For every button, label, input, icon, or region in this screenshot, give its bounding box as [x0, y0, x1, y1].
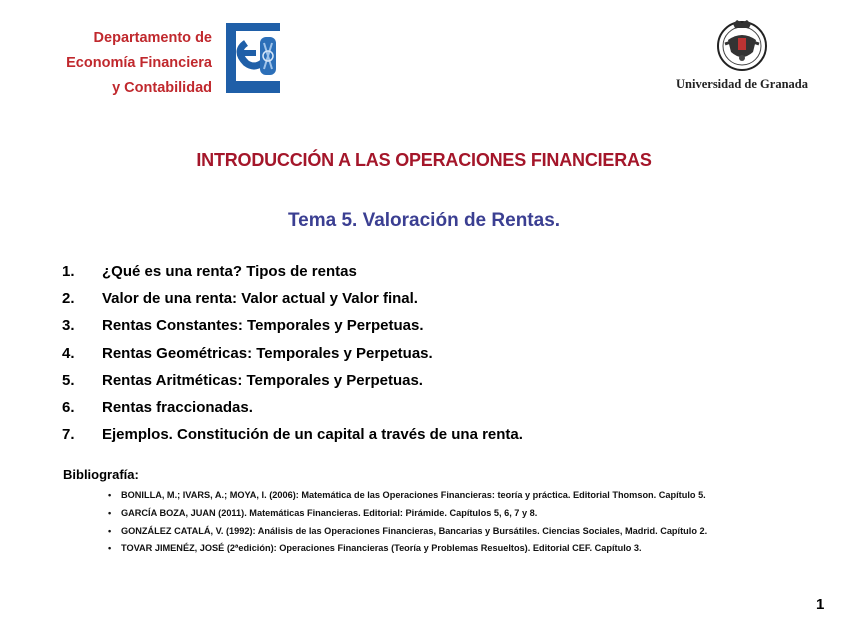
toc-number: 3.	[62, 317, 75, 335]
toc-item	[62, 370, 523, 397]
toc-text: Valor de una renta: Valor actual y Valor final.	[102, 290, 418, 308]
bullet-icon: •	[108, 525, 112, 536]
department-name	[40, 26, 212, 101]
bibliography-text: BONILLA, M.; IVARS, A.; MOYA, I. (2006): Matemática de las Operaciones Financieras: teoría y práctica. Editorial Thomson. Capítulo 5.	[121, 490, 706, 500]
toc-text: Rentas fraccionadas.	[102, 398, 253, 416]
bibliography-text: TOVAR JIMENÉZ, JOSÉ (2ªedición): Operaciones Financieras (Teoría y Problemas Resueltos). Editorial CEF. Capítulo 3.	[121, 543, 642, 554]
page-title: INTRODUCCIÓN A LAS OPERACIONES FINANCIERAS	[196, 150, 652, 170]
bibliography-item	[108, 523, 707, 541]
efc-logo-icon	[226, 23, 280, 93]
toc-number: 2.	[62, 290, 75, 308]
department-line: y Contabilidad	[112, 80, 212, 96]
toc-item	[62, 397, 523, 424]
university-brand	[664, 18, 820, 92]
bibliography-heading: Bibliografía:	[63, 467, 139, 482]
page-number: 1	[816, 596, 825, 613]
toc-number: 4.	[62, 344, 75, 362]
bibliography-text: GARCÍA BOZA, JUAN (2011). Matemáticas Financieras. Editorial: Pirámide. Capítulos 5, 6, 7 y 8.	[121, 507, 538, 518]
toc-item	[62, 288, 523, 315]
toc-number: 1.	[62, 263, 75, 280]
table-of-contents	[62, 261, 523, 451]
bibliography-item	[108, 540, 707, 558]
bibliography-text: GONZÁLEZ CATALÁ, V. (1992): Análisis de las Operaciones Financieras, Bancarias y Bursátiles. Ciencias Sociales, Madrid. Capítulo 2.	[121, 525, 708, 536]
bullet-icon: •	[108, 543, 112, 554]
bibliography-list	[108, 487, 707, 558]
department-line: Economía Financiera	[66, 55, 212, 71]
toc-item	[62, 343, 523, 370]
toc-item	[62, 315, 523, 342]
university-name: Universidad de Granada	[676, 77, 808, 91]
bibliography-item	[108, 505, 707, 523]
toc-number: 5.	[62, 371, 75, 389]
toc-text: Rentas Geométricas: Temporales y Perpetuas.	[102, 344, 433, 362]
toc-text: ¿Qué es una renta? Tipos de rentas	[102, 263, 357, 280]
bullet-icon: •	[108, 490, 112, 500]
department-line: Departamento de	[93, 30, 212, 46]
toc-number: 6.	[62, 398, 75, 416]
toc-text: Rentas Aritméticas: Temporales y Perpetuas.	[102, 371, 423, 389]
ugr-seal-icon	[713, 18, 771, 72]
toc-text: Ejemplos. Constitución de un capital a través de una renta.	[102, 426, 523, 444]
department-logo	[226, 23, 280, 93]
topic-subtitle: Tema 5. Valoración de Rentas.	[287, 210, 561, 231]
toc-item	[62, 424, 523, 451]
toc-item	[62, 261, 523, 288]
toc-text: Rentas Constantes: Temporales y Perpetuas.	[102, 317, 424, 335]
bibliography-item	[108, 487, 707, 505]
bullet-icon: •	[108, 507, 112, 518]
toc-number: 7.	[62, 426, 75, 444]
